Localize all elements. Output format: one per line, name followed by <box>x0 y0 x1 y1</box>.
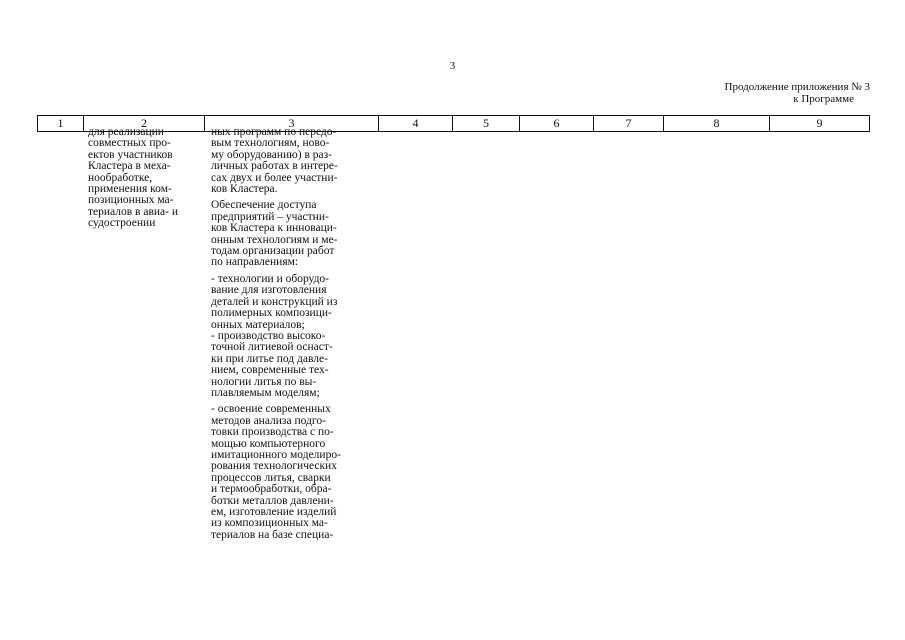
column-2-text-block <box>88 127 206 247</box>
header-cell-8: 8 <box>664 116 770 132</box>
header-cell-5: 5 <box>453 116 520 132</box>
header-cell-4: 4 <box>379 116 453 132</box>
appendix-line-2: к Программе <box>793 93 854 105</box>
cell-col-1 <box>38 132 84 133</box>
appendix-note <box>725 81 870 105</box>
cell-col-5 <box>379 132 453 133</box>
column-3-text-block <box>211 127 381 613</box>
column-3-paragraph-4: - освоение современных методов анализа подго- товки производства с по- мощью компьютерного имитационного моделиро- рования технологических процессов литья, сварки и термообработки, обра- ботки металлов давлени- ем, изготовление изделий из композиционных ма- териалов на базе специа- <box>211 403 341 541</box>
appendix-line-1: Продолжение приложения № 3 <box>724 81 870 93</box>
cell-col-8 <box>594 132 664 133</box>
column-3-paragraph-3: - технологии и оборудо- вание для изготовления деталей и конструкций из полимерных композици- онных материалов; - производство высоко- точной литиевой оснаст- ки при литье под давле- нием, современные тех- нологии литья по вы- плавляемым моделям; <box>211 272 338 399</box>
column-3-paragraph-2: Обеспечение доступа предприятий – участни- ков Кластера к инноваци- онным технологиям и ме- тодам организации работ по направлениям: <box>211 199 338 269</box>
cell-col-6 <box>453 132 520 133</box>
header-cell-1: 1 <box>38 116 84 132</box>
column-2-text: для реализации совместных про- ектов участников Кластера в меха- нообработке, применения ком- позиционных ма- териалов в авиа- и судостроении <box>88 127 178 230</box>
header-cell-7: 7 <box>594 116 664 132</box>
cell-col-7 <box>520 132 594 133</box>
header-cell-2: 2 <box>84 116 205 132</box>
header-cell-3: 3 <box>205 116 379 132</box>
page-number: 3 <box>449 60 456 72</box>
cell-col-9 <box>664 132 770 133</box>
column-3-paragraph-1: ных программ по передо- вым технологиям, ново- му оборудованию) в раз- личных работах в интере- сах двух и более участни- ков Кластера. <box>211 127 338 196</box>
header-cell-6: 6 <box>520 116 594 132</box>
header-cell-9: 9 <box>770 116 870 132</box>
